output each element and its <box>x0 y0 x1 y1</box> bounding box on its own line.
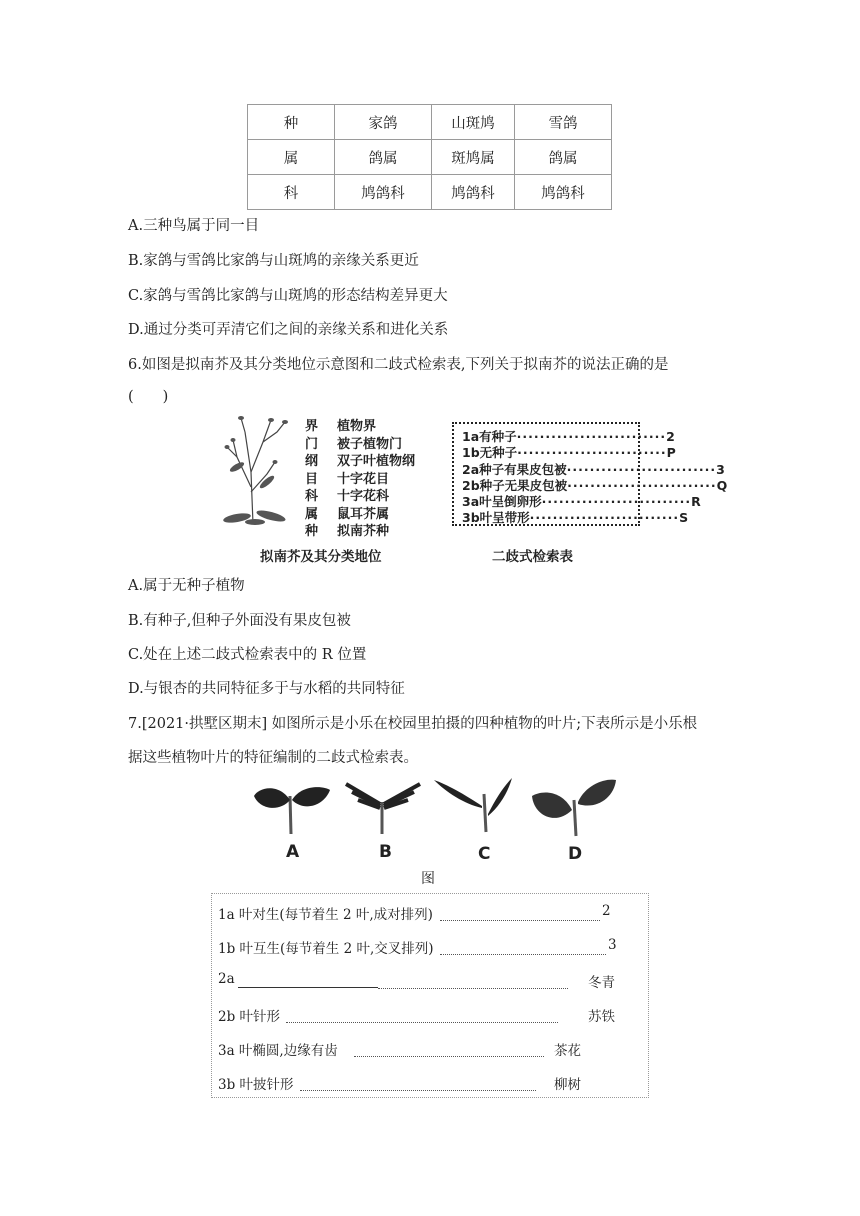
q6-stem-line2: ( ) <box>128 389 169 405</box>
table-cell: 种 <box>248 105 335 140</box>
figure-caption: 图 <box>421 871 435 887</box>
table-cell: 斑鸠属 <box>432 140 515 175</box>
table-cell: 山斑鸠 <box>432 105 515 140</box>
key-row: 2a 冬青 <box>218 971 615 991</box>
q7-stem-line2: 据这些植物叶片的特征编制的二歧式检索表。 <box>128 750 418 766</box>
figure-caption-left: 拟南芥及其分类地位 <box>260 549 382 565</box>
key-row: 2b 种子无果皮包被 ·························· Q <box>462 477 728 493</box>
q6-option-b: B.有种子,但种子外面没有果皮包被 <box>128 613 351 629</box>
list-item: 属 鼠耳芥属 <box>305 506 390 522</box>
table-row <box>248 175 612 210</box>
key-row: 3b 叶呈带形 ·························· S <box>462 510 689 526</box>
four-leaves-illustration <box>250 776 620 842</box>
list-item: 界 植物界 <box>305 419 377 434</box>
leaf-label-a: A <box>286 842 300 862</box>
list-item: 目 十字花目 <box>305 471 390 487</box>
list-item: 门 被子植物门 <box>305 436 403 452</box>
key-row: 3b 叶披针形 柳树 <box>218 1077 581 1093</box>
q5-option-a: A.三种鸟属于同一目 <box>128 218 260 234</box>
taxonomy-table <box>247 104 612 210</box>
table-cell: 家鸽 <box>335 105 432 140</box>
leaf-label-d: D <box>568 844 583 864</box>
key-row: 2a 种子有果皮包被 ·························· 3 <box>462 461 725 477</box>
list-item: 种 拟南芥种 <box>305 524 390 539</box>
table-cell: 属 <box>248 140 335 175</box>
list-item: 纲 双子叶植物纲 <box>305 454 416 469</box>
key-row: 1b 无种子 ·························· P <box>462 445 676 461</box>
leaf-label-b: B <box>379 842 392 862</box>
table-row <box>248 105 612 140</box>
q5-option-d: D.通过分类可弄清它们之间的亲缘关系和进化关系 <box>128 322 449 338</box>
classification-list <box>305 418 415 541</box>
leaf-label-c: C <box>478 844 491 864</box>
q6-option-d: D.与银杏的共同特征多于与水稻的共同特征 <box>128 681 405 697</box>
table-cell: 鸠鸽科 <box>335 175 432 210</box>
figure-caption-right: 二歧式检索表 <box>492 549 573 565</box>
q6-stem-line1: 6.如图是拟南芥及其分类地位示意图和二歧式检索表,下列关于拟南芥的说法正确的是 <box>128 357 669 373</box>
q7-dichotomous-key <box>211 893 649 1098</box>
leaf-b-icon <box>346 784 420 834</box>
table-row <box>248 140 612 175</box>
table-cell: 科 <box>248 175 335 210</box>
key-row: 1a 有种子 ·························· 2 <box>462 429 675 444</box>
leaf-c-icon <box>434 778 512 832</box>
q5-option-c: C.家鸽与雪鸽比家鸽与山斑鸠的形态结构差异更大 <box>128 288 448 304</box>
key-row: 3a 叶椭圆,边缘有齿 茶花 <box>218 1043 581 1059</box>
key-row: 2b 叶针形 苏铁 <box>218 1009 615 1025</box>
key-row: 1b 叶互生(每节着生 2 叶,交叉排列) 3 <box>218 937 617 957</box>
table-cell: 雪鸽 <box>515 105 612 140</box>
arabidopsis-plant-illustration <box>215 412 297 530</box>
table-cell: 鸠鸽科 <box>432 175 515 210</box>
q6-option-c: C.处在上述二歧式检索表中的 R 位置 <box>128 647 367 663</box>
table-cell: 鸽属 <box>515 140 612 175</box>
q6-option-a: A.属于无种子植物 <box>128 578 245 594</box>
q7-stem-line1: 7.[2021·拱墅区期末] 如图所示是小乐在校园里拍摄的四种植物的叶片;下表所示是小乐根 <box>128 716 698 732</box>
table-cell: 鸽属 <box>335 140 432 175</box>
key-row: 1a 叶对生(每节着生 2 叶,成对排列) 2 <box>218 903 611 923</box>
key-row: 3a 叶呈倒卵形 ·························· R <box>462 494 701 510</box>
leaf-d-icon <box>532 780 616 836</box>
dichotomous-key-box <box>452 422 728 526</box>
leaf-a-icon <box>254 787 330 834</box>
list-item: 科 十字花科 <box>305 489 390 504</box>
table-cell: 鸠鸽科 <box>515 175 612 210</box>
q5-option-b: B.家鸽与雪鸽比家鸽与山斑鸠的亲缘关系更近 <box>128 253 419 269</box>
